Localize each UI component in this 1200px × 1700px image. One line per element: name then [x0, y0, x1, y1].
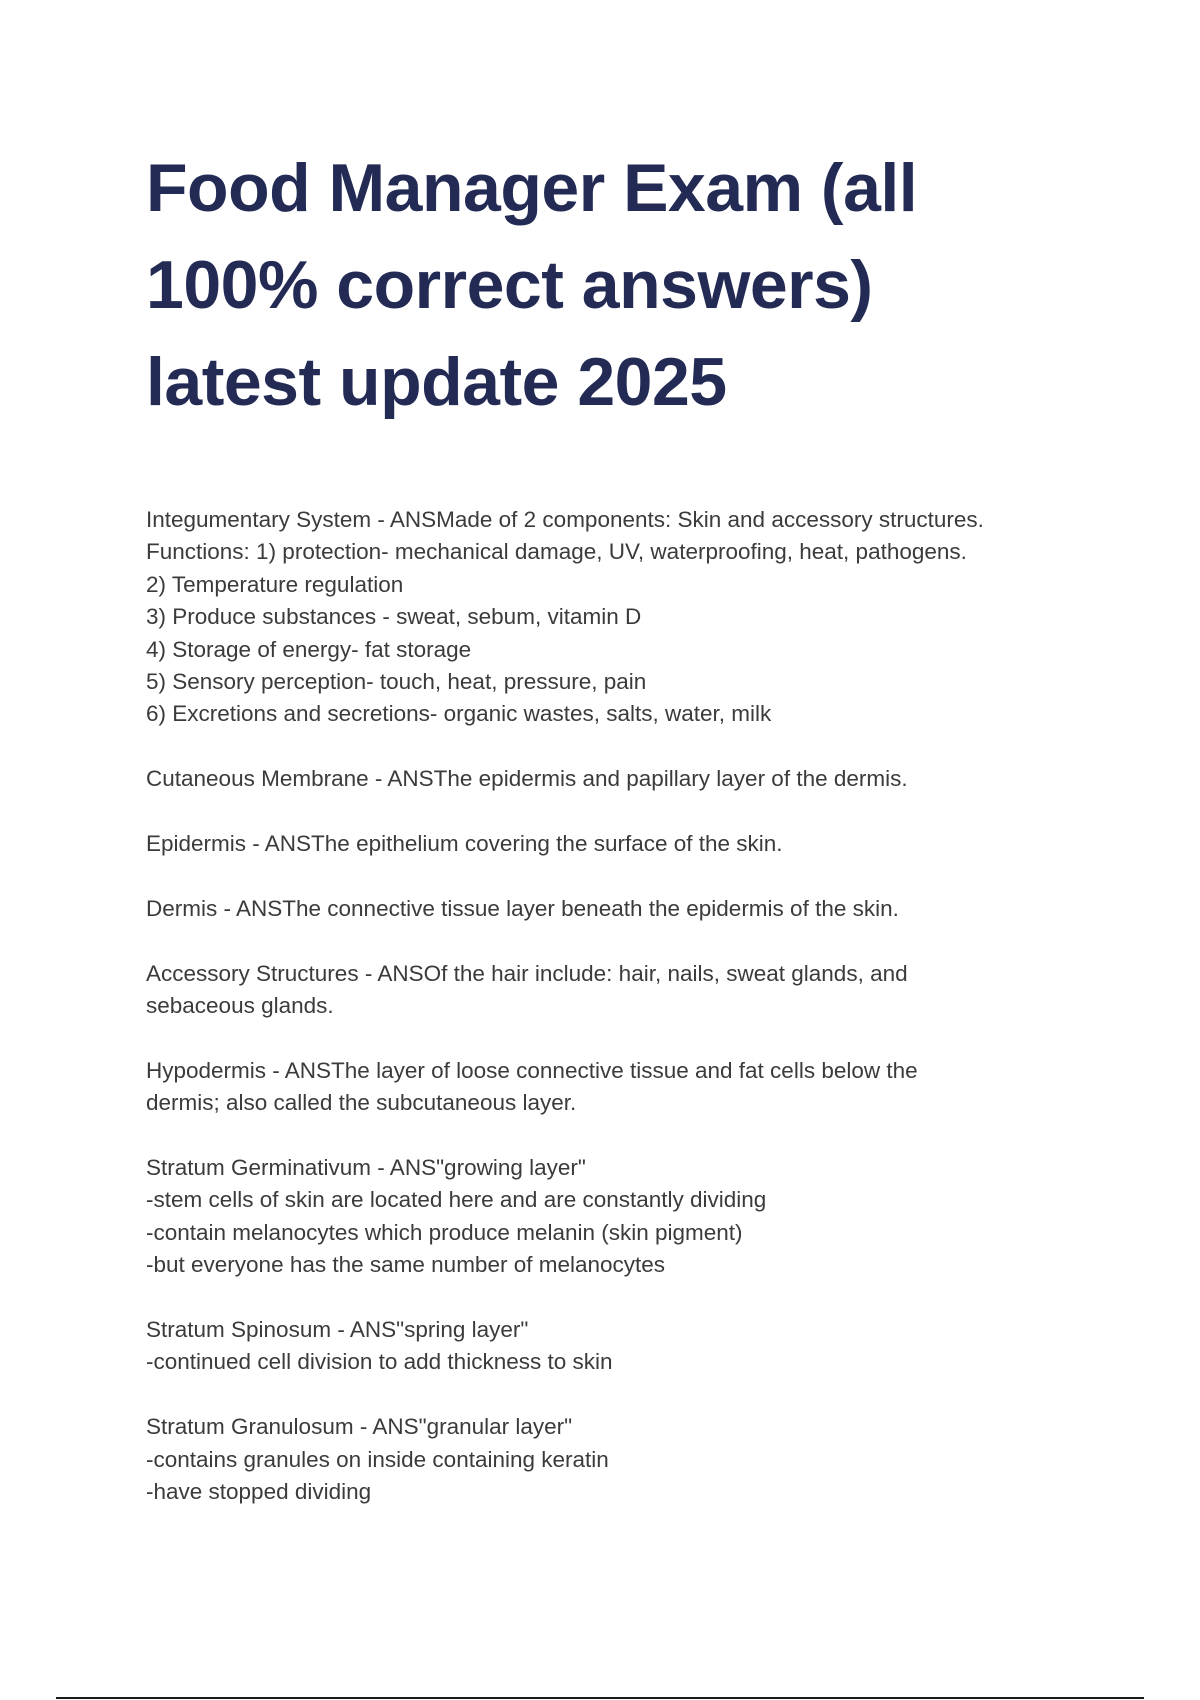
document-title [146, 140, 1106, 431]
entry-line: -contain melanocytes which produce melanin (skin pigment) [146, 1219, 743, 1245]
entry-line: Cutaneous Membrane - ANSThe epidermis and papillary layer of the dermis. [146, 766, 908, 792]
term-entry-dermis [146, 893, 1146, 925]
entry-line: dermis; also called the subcutaneous layer. [146, 1090, 577, 1116]
title-line: 100% correct answers) [146, 247, 873, 323]
term-entry-cutaneous-membrane [146, 763, 1146, 795]
entry-line: Accessory Structures - ANSOf the hair include: hair, nails, sweat glands, and [146, 960, 908, 986]
entry-line: Functions: 1) protection- mechanical damage, UV, waterproofing, heat, pathogens. [146, 539, 967, 565]
entry-line: Integumentary System - ANSMade of 2 components: Skin and accessory structures. [146, 507, 984, 532]
term-entry-epidermis [146, 828, 1146, 860]
term-entry-hypodermis [146, 1055, 1146, 1120]
entry-line: sebaceous glands. [146, 993, 334, 1019]
entry-line: 4) Storage of energy- fat storage [146, 636, 472, 662]
entry-line: Dermis - ANSThe connective tissue layer beneath the epidermis of the skin. [146, 895, 899, 921]
entry-line: 6) Excretions and secretions- organic wastes, salts, water, milk [146, 701, 772, 727]
entry-line: Epidermis - ANSThe epithelium covering the surface of the skin. [146, 831, 783, 857]
term-entry-accessory-structures [146, 958, 1146, 1023]
page-bottom-rule [56, 1697, 1144, 1699]
entry-line: Stratum Granulosum - ANS"granular layer" [146, 1414, 573, 1440]
entry-line: Hypodermis - ANSThe layer of loose connective tissue and fat cells below the [146, 1057, 918, 1083]
entry-line: Stratum Spinosum - ANS"spring layer" [146, 1317, 529, 1343]
entry-line: Stratum Germinativum - ANS"growing layer" [146, 1155, 586, 1181]
entry-line: 5) Sensory perception- touch, heat, pressure, pain [146, 669, 647, 695]
entry-line: 2) Temperature regulation [146, 571, 404, 597]
entry-line: -stem cells of skin are located here and are constantly dividing [146, 1187, 767, 1213]
term-entry-stratum-granulosum [146, 1411, 1146, 1508]
term-entry-stratum-germinativum [146, 1152, 1146, 1282]
title-line: Food Manager Exam (all [146, 150, 918, 226]
entry-line: -continued cell division to add thickness to skin [146, 1349, 613, 1375]
term-entry-integumentary-system [146, 504, 1146, 731]
entry-line: -contains granules on inside containing keratin [146, 1446, 609, 1472]
document-body [146, 504, 1146, 1541]
title-line: latest update 2025 [146, 344, 727, 420]
entry-line: -have stopped dividing [146, 1479, 372, 1505]
entry-line: -but everyone has the same number of melanocytes [146, 1252, 666, 1278]
entry-line: 3) Produce substances - sweat, sebum, vitamin D [146, 604, 642, 630]
term-entry-stratum-spinosum [146, 1314, 1146, 1379]
